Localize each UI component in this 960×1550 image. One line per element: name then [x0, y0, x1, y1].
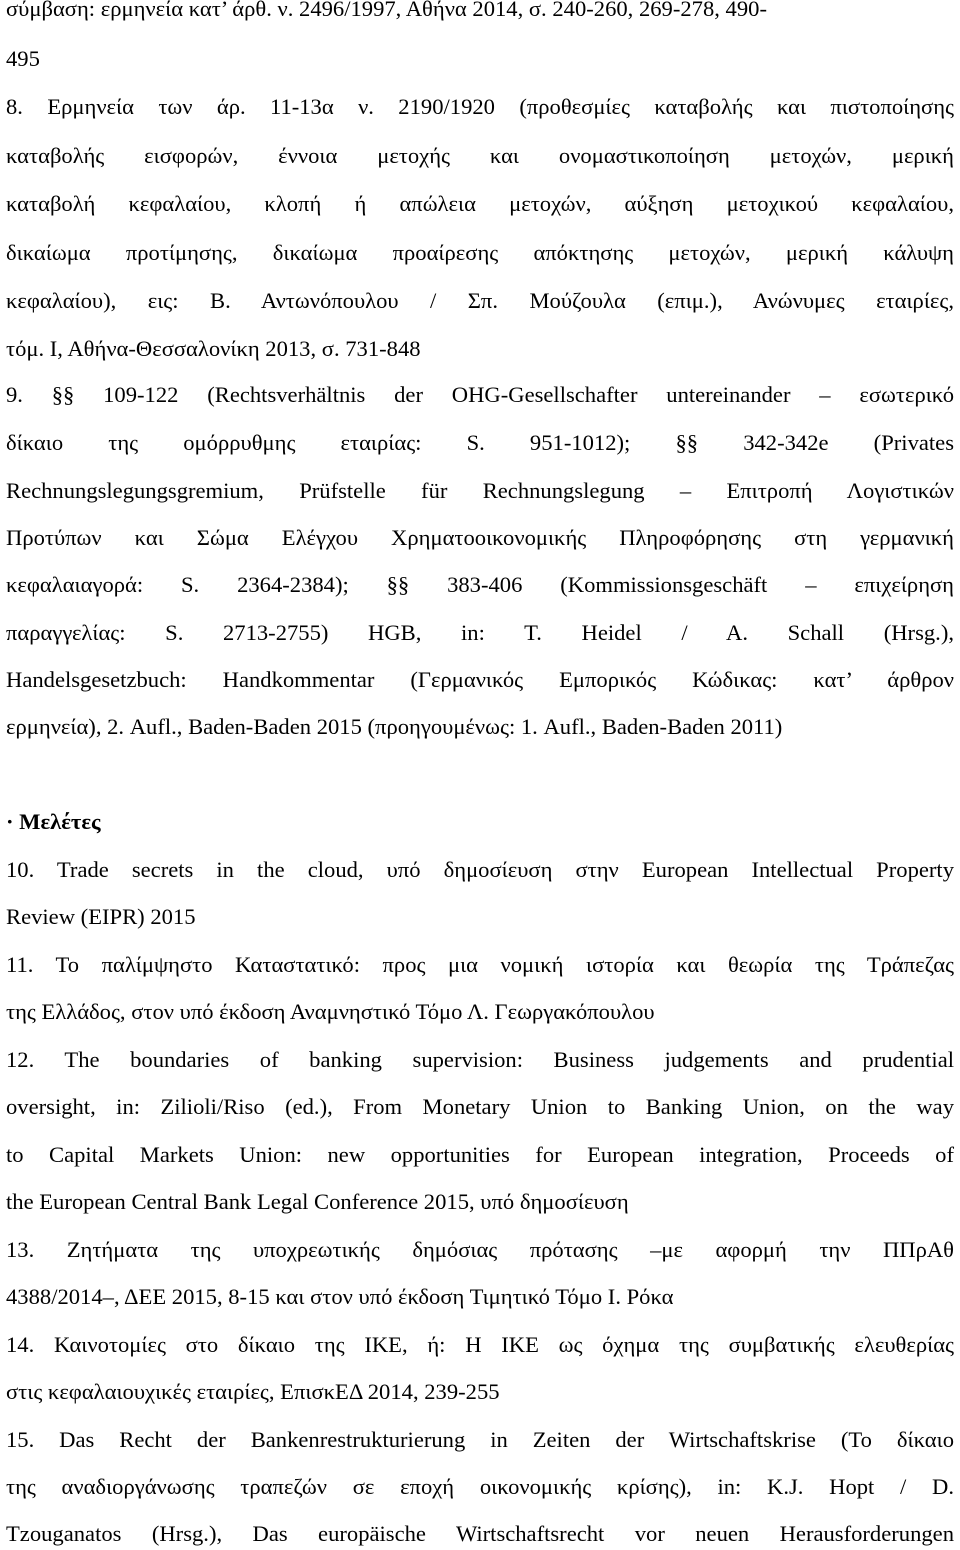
text-line: Handelsgesetzbuch: Handkommentar (Γερμανικός Εμπορικός Κώδικας: κατ’ άρθρον — [6, 667, 954, 692]
text-line: σύμβαση: ερμηνεία κατ’ άρθ. ν. 2496/1997, Αθήνα 2014, σ. 240-260, 269-278, 490- — [6, 0, 767, 21]
text-line: 10. Trade secrets in the cloud, υπό δημοσίευση στην European Intellectual Property — [6, 857, 954, 882]
text-line: 4388/2014–, ΔΕΕ 2015, 8-15 και στον υπό έκδοση Τιμητικό Τόμο Ι. Ρόκα — [6, 1284, 674, 1309]
text-line: δίκαιο της ομόρρυθμης εταιρίας: S. 951-1012); §§ 342-342e (Privates — [6, 430, 954, 455]
text-line: 8. Ερμηνεία των άρ. 11-13α ν. 2190/1920 (προθεσμίες καταβολής και πιστοποίησης — [6, 94, 954, 119]
text-line: καταβολής εισφορών, έννοια μετοχής και ονομαστικοποίηση μετοχών, μερική — [6, 143, 954, 168]
text-line: 14. Καινοτομίες στο δίκαιο της ΙΚΕ, ή: Η ΙΚΕ ως όχημα της συμβατικής ελευθερίας — [6, 1332, 954, 1357]
text-line: καταβολή κεφαλαίου, κλοπή ή απώλεια μετοχών, αύξηση μετοχικού κεφαλαίου, — [6, 191, 954, 216]
text-line: Review (EIPR) 2015 — [6, 904, 196, 929]
text-line: oversight, in: Zilioli/Riso (ed.), From Monetary Union to Banking Union, on the way — [6, 1094, 954, 1119]
text-line: Προτύπων και Σώμα Ελέγχου Χρηματοοικονομικής Πληροφόρησης στη γερμανική — [6, 525, 954, 550]
text-line: κεφαλαίου), εις: Β. Αντωνόπουλου / Σπ. Μούζουλα (επιμ.), Ανώνυμες εταιρίες, — [6, 288, 954, 313]
text-line: ερμηνεία), 2. Aufl., Baden-Baden 2015 (προηγουμένως: 1. Aufl., Baden-Baden 2011) — [6, 714, 783, 739]
text-line: δικαίωμα προτίμησης, δικαίωμα προαίρεσης απόκτησης μετοχών, μερική κάλυψη — [6, 240, 954, 265]
text-line: Rechnungslegungsgremium, Prüfstelle für Rechnungslegung – Επιτροπή Λογιστικών — [6, 478, 954, 503]
text-line: the European Central Bank Legal Conference 2015, υπό δημοσίευση — [6, 1189, 629, 1214]
text-line: 15. Das Recht der Bankenrestrukturierung in Zeiten der Wirtschaftskrise (Το δίκαιο — [6, 1427, 954, 1452]
text-line: 11. Το παλίμψηστο Καταστατικό: προς μια νομική ιστορία και θεωρία της Τράπεζας — [6, 952, 954, 977]
text-line: της αναδιοργάνωσης τραπεζών σε εποχή οικονομικής κρίσης), in: K.J. Hopt / D. — [6, 1474, 954, 1499]
text-line: παραγγελίας: S. 2713-2755) HGB, in: T. Heidel / A. Schall (Hrsg.), — [6, 620, 954, 645]
text-line: 9. §§ 109-122 (Rechtsverhältnis der OHG-Gesellschafter untereinander – εσωτερικό — [6, 382, 954, 407]
section-heading: · Μελέτες — [6, 809, 101, 834]
text-line: 495 — [6, 46, 40, 71]
text-line: Tzouganatos (Hrsg.), Das europäische Wirtschaftsrecht vor neuen Herausforderungen — [6, 1521, 954, 1546]
text-line: της Ελλάδος, στον υπό έκδοση Αναμνηστικό Τόμο Λ. Γεωργακόπουλου — [6, 999, 655, 1024]
text-line: κεφαλαιαγορά: S. 2364-2384); §§ 383-406 (Kommissionsgeschäft – επιχείρηση — [6, 572, 954, 597]
text-line: στις κεφαλαιουχικές εταιρίες, ΕπισκΕΔ 2014, 239-255 — [6, 1379, 500, 1404]
text-line: to Capital Markets Union: new opportunities for European integration, Proceeds of — [6, 1142, 954, 1167]
text-line: τόμ. Ι, Αθήνα-Θεσσαλονίκη 2013, σ. 731-848 — [6, 336, 421, 361]
text-line: 13. Ζητήματα της υποχρεωτικής δημόσιας πρότασης –με αφορμή την ΠΠρΑθ — [6, 1237, 954, 1262]
text-line: 12. The boundaries of banking supervision: Business judgements and prudential — [6, 1047, 954, 1072]
